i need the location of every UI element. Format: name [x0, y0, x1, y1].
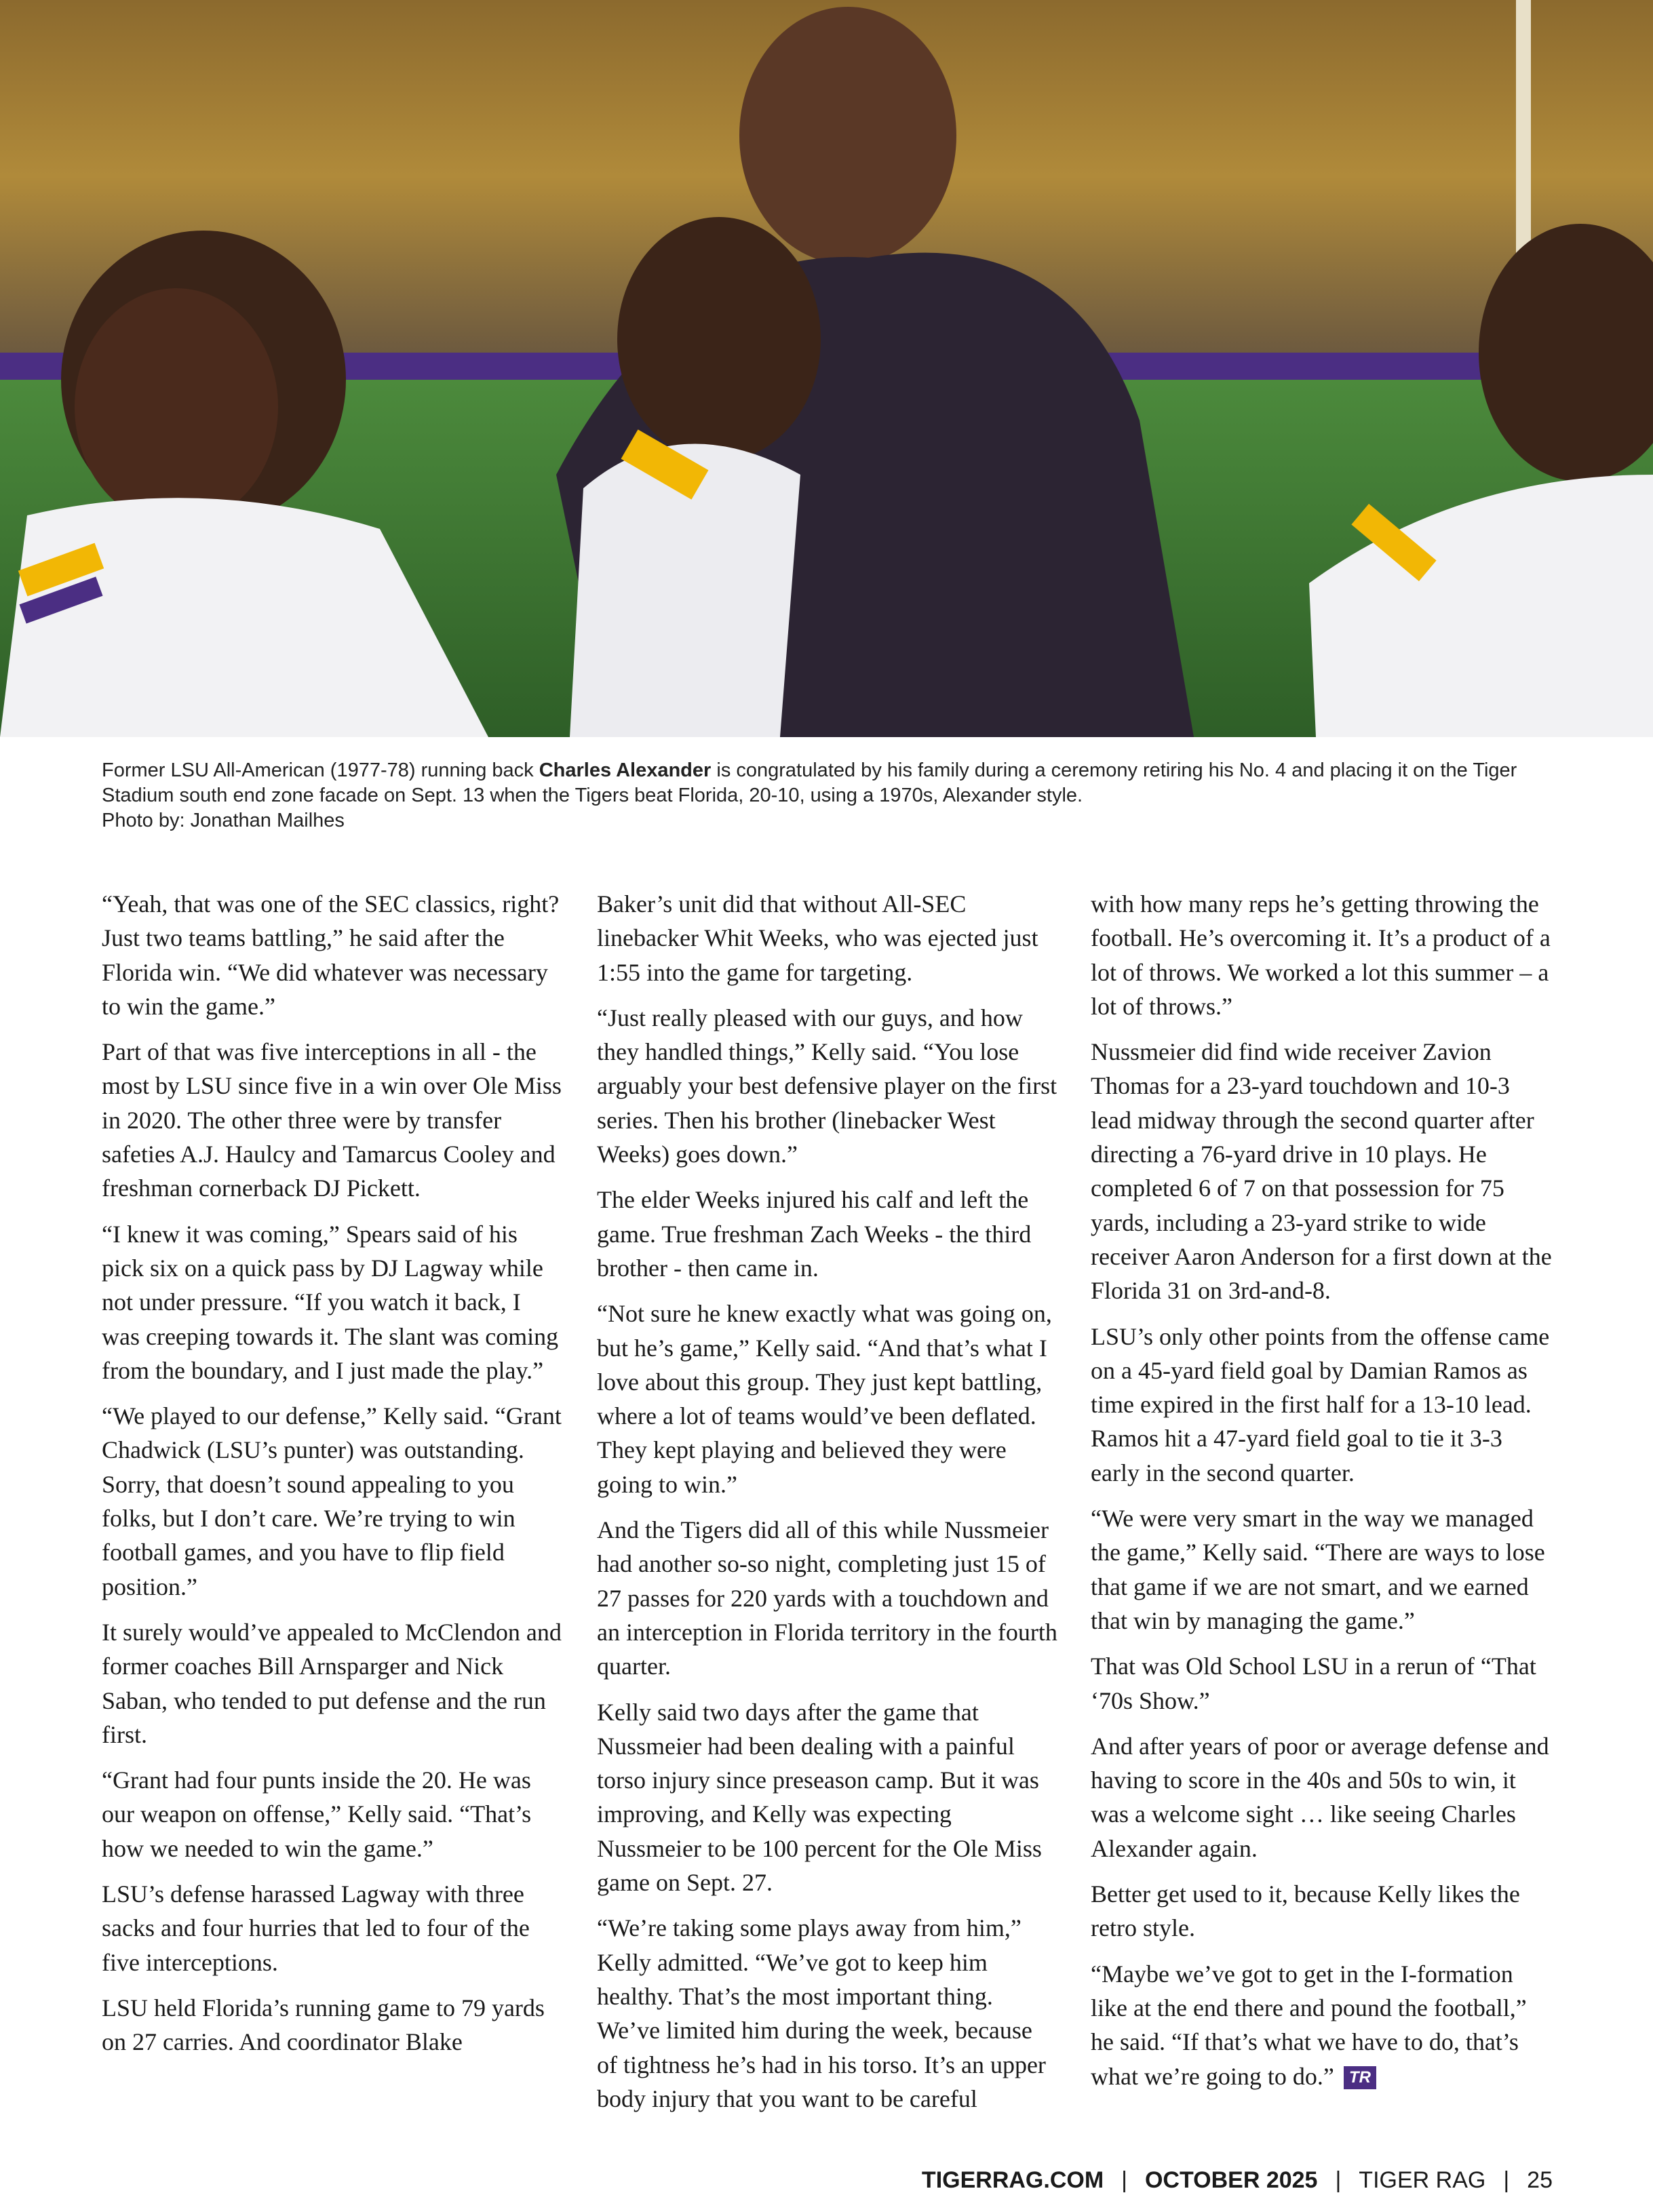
paragraph: It surely would’ve appealed to McClendon and former coaches Bill Arnsparger and Nick Saban, who tended to put defense and the run first.	[102, 1618, 562, 1748]
footer-separator: |	[1335, 2167, 1342, 2193]
paragraph: “Yeah, that was one of the SEC classics, right? Just two teams battling,” he said after the Florida win. “We did whatever was necessary to win the game.”	[102, 890, 560, 1020]
final-paragraph-text: “Maybe we’ve got to get in the I-formation like at the end there and pound the football,” he said. “If that’s what we have to do, that’s what we’re going to do.”	[1091, 1960, 1527, 2090]
paragraph: And after years of poor or average defense and having to score in the 40s and 50s to win, it was a welcome sight … like seeing Charles Alexander again.	[1091, 1732, 1549, 1862]
paragraph: with how many reps he’s getting throwing the football. He’s overcoming it. It’s a product of a lot of throws. We worked a lot this summer – a lot of throws.”	[1091, 890, 1551, 1020]
paragraph: “I knew it was coming,” Spears said of his pick six on a quick pass by DJ Lagway while not under pressure. “If you watch it back, I was creeping towards it. The slant was coming from the boundary, and I just made the play.”	[102, 1220, 559, 1384]
footer-site: TIGERRAG.COM	[921, 2167, 1104, 2193]
paragraph: “Not sure he knew exactly what was going on, but he’s game,” Kelly said. “And that’s what I love about this group. They just kept battling, where a lot of teams would’ve been deflated. They kept playing and believed they were going to win.”	[597, 1300, 1052, 1498]
paragraph: “Grant had four punts inside the 20. He was our weapon on offense,” Kelly said. “That’s how we needed to win the game.”	[102, 1766, 532, 1862]
paragraph: Baker’s unit did that without All-SEC linebacker Whit Weeks, who was ejected just 1:55 into the game for targeting.	[597, 890, 1038, 986]
article-column-3	[1091, 887, 1552, 2105]
photo-caption	[102, 758, 1533, 833]
paragraph: “We played to our defense,” Kelly said. “Grant Chadwick (LSU’s punter) was outstanding. Sorry, that doesn’t sound appealing to you folks, but I don’t care. We’re trying to win football games, and you have to flip field position.”	[102, 1402, 562, 1600]
paragraph: “We’re taking some plays away from him,” Kelly admitted. “We’ve got to keep him healthy. That’s the most important thing. We’ve limited him during the week, because of tightness he’s had in his torso. It’s an upper body injury that you want to be careful	[597, 1914, 1046, 2112]
paragraph: That was Old School LSU in a rerun of “That ‘70s Show.”	[1091, 1653, 1536, 1714]
paragraph: “Just really pleased with our guys, and how they handled things,” Kelly said. “You lose arguably your best defensive player on the first series. Then his brother (linebacker West Weeks) goes down.”	[597, 1004, 1057, 1168]
caption-subject-name: Charles Alexander	[539, 759, 712, 781]
paragraph: LSU held Florida’s running game to 79 yards on 27 carries. And coordinator Blake	[102, 1994, 545, 2056]
hero-photo	[0, 0, 1653, 737]
stadium-photo-illustration	[0, 0, 1653, 737]
caption-text-end: is congratulated by his family during a ceremony retiring his No. 4 and placing it on the Tiger Stadium south end zone facade on Sept. 13 when the Tigers beat Florida, 20-10, using a 1970s, Alexander style.	[102, 759, 1517, 806]
paragraph: Nussmeier did find wide receiver Zavion Thomas for a 23-yard touchdown and 10-3 lead midway through the second quarter after directing a 76-yard drive in 10 plays. He completed 6 of 7 on that possession for 75 yards, including a 23-yard strike to wide receiver Aaron Anderson for a first down at the Florida 31 on 3rd-and-8.	[1091, 1038, 1552, 1305]
paragraph: Better get used to it, because Kelly likes the retro style.	[1091, 1880, 1520, 1942]
photo-credit: Photo by: Jonathan Mailhes	[102, 810, 345, 831]
footer-separator: |	[1121, 2167, 1127, 2193]
paragraph: LSU’s only other points from the offense came on a 45-yard field goal by Damian Ramos as time expired in the first half for a 13-10 lead. Ramos hit a 47-yard field goal to tie it 3-3 early in the second quarter.	[1091, 1322, 1550, 1486]
page-footer	[922, 2167, 1553, 2194]
paragraph: LSU’s defense harassed Lagway with three sacks and four hurries that led to four of the five interceptions.	[102, 1880, 530, 1976]
article-column-1	[102, 887, 563, 2071]
page-number: 25	[1527, 2167, 1553, 2193]
footer-magazine: TIGER RAG	[1359, 2167, 1486, 2193]
end-mark-logo: TR	[1344, 2066, 1376, 2089]
footer-separator: |	[1503, 2167, 1510, 2193]
paragraph: Kelly said two days after the game that Nussmeier had been dealing with a painful torso injury since preseason camp. But it was improving, and Kelly was expecting Nussmeier to be 100 percent for the Ole Miss game on Sept. 27.	[597, 1698, 1042, 1897]
paragraph: “We were very smart in the way we managed the game,” Kelly said. “There are ways to lose that game if we are not smart, and we earned that win by managing the game.”	[1091, 1505, 1545, 1634]
paragraph: The elder Weeks injured his calf and left the game. True freshman Zach Weeks - the third brother - then came in.	[597, 1186, 1032, 1282]
final-paragraph	[1091, 1957, 1552, 2093]
footer-issue: OCTOBER 2025	[1144, 2167, 1318, 2193]
paragraph: And the Tigers did all of this while Nussmeier had another so-so night, completing just 15 of 27 passes for 220 yards with a touchdown and an interception in Florida territory in the fourth quarter.	[597, 1516, 1057, 1680]
article-column-2	[597, 887, 1058, 2127]
caption-text-start: Former LSU All-American (1977-78) running back	[102, 759, 539, 781]
paragraph: Part of that was five interceptions in all - the most by LSU since five in a win over Ole Miss in 2020. The other three were by transfer safeties A.J. Haulcy and Tamarcus Cooley and freshman cornerback DJ Pickett.	[102, 1038, 562, 1202]
